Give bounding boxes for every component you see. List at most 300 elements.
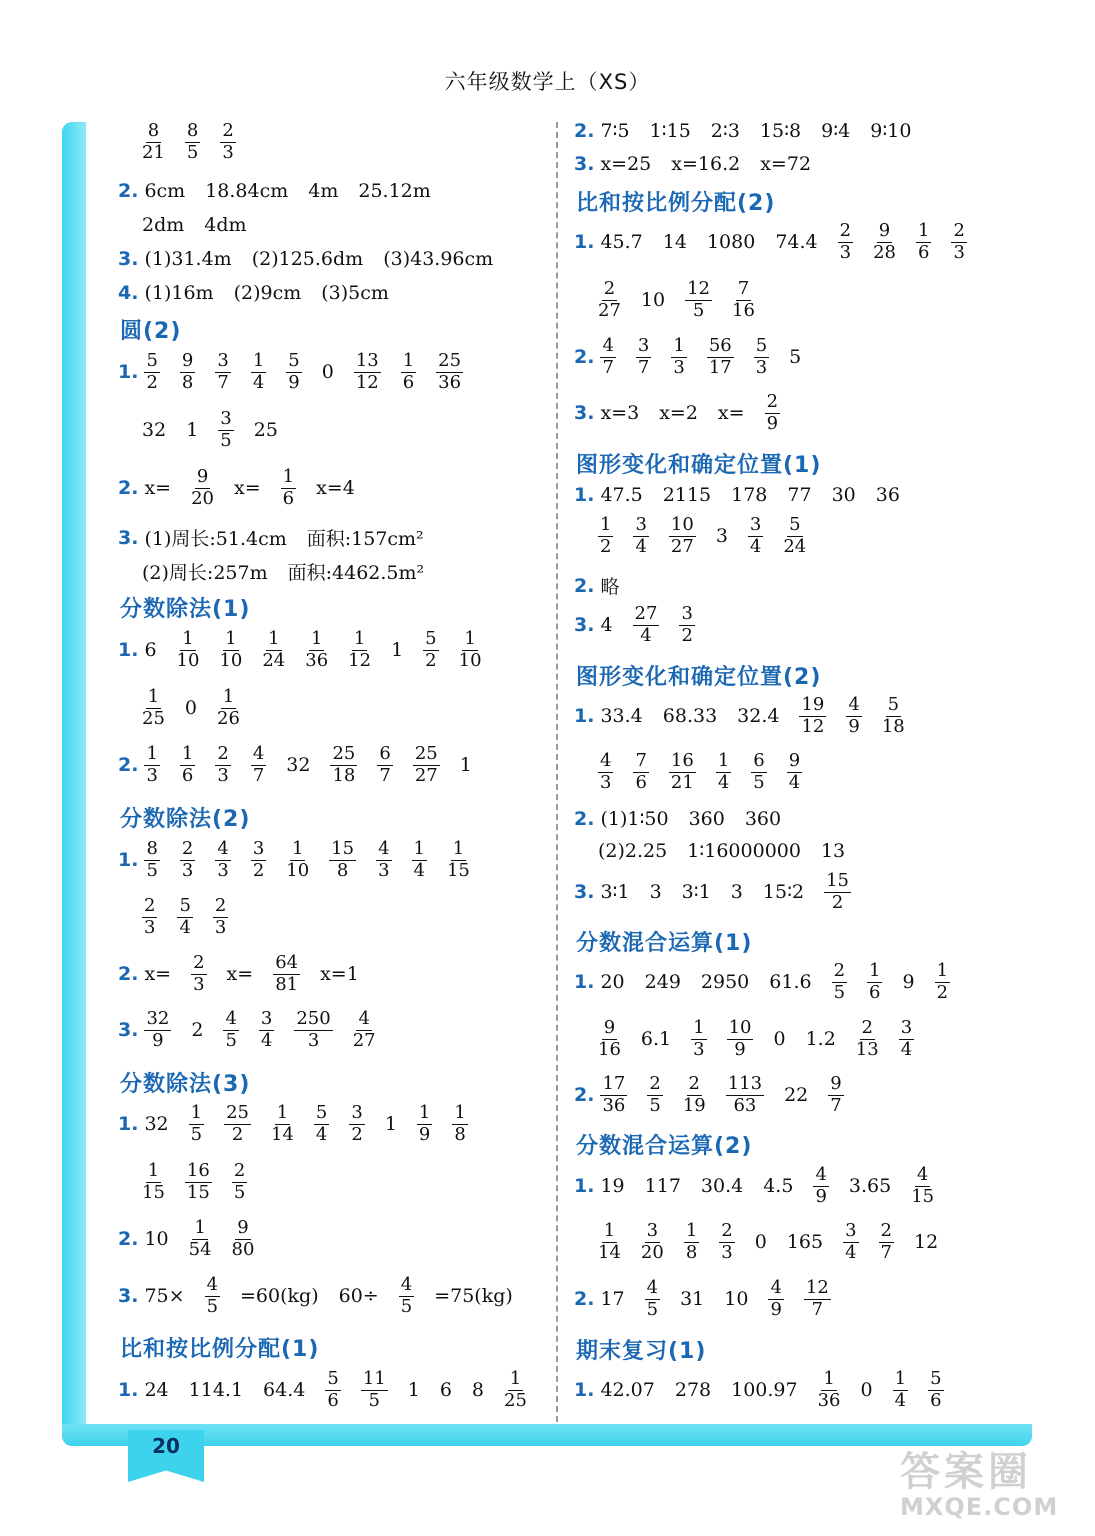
answer-value: 32 bbox=[142, 419, 167, 442]
answer-value: (1)周长:51.4cm bbox=[144, 528, 287, 550]
answer-value: 8 bbox=[471, 1379, 484, 1402]
answer-line bbox=[142, 410, 278, 451]
answer-line bbox=[118, 1370, 527, 1411]
fraction-denominator: 15 bbox=[446, 859, 470, 881]
fraction bbox=[838, 222, 853, 263]
fraction bbox=[142, 122, 165, 163]
fraction bbox=[671, 337, 686, 378]
fraction-denominator: 7 bbox=[252, 764, 265, 786]
answer-value: 0 bbox=[321, 361, 334, 384]
fraction bbox=[281, 468, 296, 509]
fraction bbox=[189, 1104, 204, 1145]
answer-value: x= bbox=[226, 963, 254, 986]
answer-value: 9∶4 bbox=[821, 120, 851, 142]
fraction-numerator: 13 bbox=[355, 350, 379, 371]
fraction-denominator: 9 bbox=[734, 1038, 746, 1060]
fraction-denominator: 2 bbox=[831, 891, 844, 913]
answer-value: 2 bbox=[191, 1019, 204, 1042]
fraction-denominator: 6 bbox=[282, 487, 295, 509]
answer-value: (1)31.4m bbox=[144, 248, 232, 270]
answer-value: x= bbox=[144, 963, 172, 986]
question-number: 2. bbox=[574, 808, 595, 830]
fraction bbox=[353, 1010, 376, 1051]
fraction-numerator: 1 bbox=[936, 960, 949, 981]
fraction-numerator: 6 bbox=[753, 750, 765, 771]
fraction bbox=[452, 1104, 467, 1145]
answer-value: 面积:157cm² bbox=[306, 528, 424, 550]
answer-value: 1∶15 bbox=[649, 120, 691, 142]
page-frame-left-bar bbox=[62, 122, 86, 1442]
answer-line bbox=[118, 282, 389, 304]
answer-value: 4dm bbox=[204, 214, 247, 236]
fraction-numerator: 8 bbox=[147, 120, 160, 141]
fraction-denominator: 25 bbox=[504, 1389, 527, 1411]
fraction-denominator: 4 bbox=[788, 771, 801, 793]
question-number: 4. bbox=[118, 282, 139, 304]
fraction bbox=[305, 630, 328, 671]
answer-value: 74.4 bbox=[775, 231, 818, 254]
fraction-numerator: 4 bbox=[848, 694, 860, 715]
fraction-numerator: 5 bbox=[288, 350, 300, 371]
fraction bbox=[142, 1162, 165, 1203]
answer-value: 278 bbox=[674, 1379, 712, 1402]
fraction-numerator: 1 bbox=[190, 1102, 203, 1123]
fraction bbox=[213, 897, 228, 938]
fraction bbox=[220, 122, 235, 163]
fraction-numerator: 9 bbox=[788, 750, 801, 771]
fraction-denominator: 4 bbox=[260, 1029, 273, 1051]
section-heading: 图形变化和确定位置(1) bbox=[576, 453, 822, 478]
fraction-denominator: 7 bbox=[379, 764, 391, 786]
fraction-denominator: 20 bbox=[191, 487, 214, 509]
fraction-denominator: 3 bbox=[953, 241, 965, 263]
fraction bbox=[726, 1075, 764, 1116]
fraction-denominator: 2 bbox=[351, 1123, 363, 1145]
fraction-denominator: 4 bbox=[635, 535, 647, 557]
answer-value: x=3 bbox=[600, 402, 640, 425]
answer-line bbox=[118, 524, 424, 551]
fraction-numerator: 2 bbox=[603, 278, 616, 299]
fraction-denominator: 3 bbox=[755, 356, 768, 378]
section-heading: 分数混合运算(1) bbox=[576, 931, 753, 956]
answer-value: 19 bbox=[600, 1175, 625, 1198]
fraction-numerator: 32 bbox=[146, 1008, 170, 1029]
fraction bbox=[804, 1279, 831, 1320]
fraction-numerator: 7 bbox=[737, 278, 750, 299]
fraction-denominator: 6 bbox=[402, 371, 415, 393]
fraction-denominator: 10 bbox=[458, 649, 482, 671]
fraction bbox=[185, 122, 200, 163]
fraction-denominator: 6 bbox=[917, 241, 930, 263]
fraction bbox=[177, 897, 192, 938]
fraction-denominator: 2 bbox=[425, 649, 437, 671]
fraction-denominator: 15 bbox=[186, 1181, 210, 1203]
fraction-numerator: 3 bbox=[635, 514, 647, 535]
fraction-denominator: 2 bbox=[146, 371, 158, 393]
fraction-numerator: 8 bbox=[186, 120, 199, 141]
fraction-numerator: 1 bbox=[147, 686, 160, 707]
fraction-numerator: 25 bbox=[226, 1102, 249, 1123]
answer-value: 64.4 bbox=[263, 1379, 306, 1402]
page-title: 六年级数学上（XS） bbox=[444, 70, 651, 94]
fraction-numerator: 3 bbox=[220, 408, 232, 429]
fraction bbox=[828, 1075, 843, 1116]
answer-value: 15∶8 bbox=[759, 120, 802, 142]
fraction-numerator: 1 bbox=[222, 686, 235, 707]
fraction-denominator: 36 bbox=[817, 1389, 841, 1411]
fraction bbox=[215, 745, 230, 786]
fraction-denominator: 9 bbox=[848, 715, 860, 737]
fraction bbox=[879, 1222, 894, 1263]
fraction bbox=[600, 1075, 627, 1116]
fraction-numerator: 3 bbox=[646, 1220, 659, 1241]
fraction-denominator: 4 bbox=[894, 1389, 907, 1411]
fraction-numerator: 9 bbox=[196, 466, 209, 487]
question-number: 2. bbox=[574, 120, 595, 142]
fraction bbox=[645, 1279, 660, 1320]
fraction bbox=[262, 630, 285, 671]
fraction-denominator: 25 bbox=[142, 707, 165, 729]
fraction-denominator: 36 bbox=[438, 371, 462, 393]
fraction bbox=[251, 840, 266, 881]
fraction-denominator: 4 bbox=[413, 859, 425, 881]
fraction-denominator: 3 bbox=[217, 764, 229, 786]
fraction bbox=[286, 352, 301, 393]
question-number: 1. bbox=[118, 1379, 139, 1402]
fraction-numerator: 17 bbox=[602, 1073, 626, 1094]
fraction-denominator: 5 bbox=[206, 1295, 219, 1317]
fraction-denominator: 27 bbox=[414, 764, 438, 786]
fraction-denominator: 5 bbox=[833, 981, 846, 1003]
answer-value: 10 bbox=[144, 1228, 169, 1251]
fraction-denominator: 2 bbox=[936, 981, 949, 1003]
answer-value: 32.4 bbox=[737, 705, 780, 728]
answer-value: 0 bbox=[184, 697, 197, 720]
question-number: 3. bbox=[118, 526, 139, 549]
fraction-numerator: 7 bbox=[635, 750, 647, 771]
answer-line bbox=[574, 962, 950, 1003]
fraction-numerator: 9 bbox=[830, 1073, 842, 1094]
answer-value: =75(kg) bbox=[434, 1285, 513, 1308]
answer-value: 略 bbox=[600, 576, 620, 598]
fraction bbox=[217, 688, 240, 729]
fraction-numerator: 9 bbox=[181, 350, 194, 371]
question-number: 2. bbox=[118, 180, 139, 202]
answer-line bbox=[142, 897, 228, 938]
fraction bbox=[768, 1279, 783, 1320]
answer-line bbox=[574, 1166, 934, 1207]
fraction-denominator: 18 bbox=[332, 764, 356, 786]
answer-value: 1.2 bbox=[805, 1028, 836, 1051]
fraction bbox=[787, 752, 802, 793]
fraction-numerator: 10 bbox=[728, 1017, 752, 1038]
answer-line bbox=[574, 808, 781, 830]
fraction-numerator: 4 bbox=[602, 335, 614, 356]
answer-value: x=16.2 bbox=[671, 153, 741, 175]
answer-value: 14 bbox=[662, 231, 687, 254]
fraction-denominator: 16 bbox=[732, 299, 755, 321]
fraction bbox=[144, 352, 159, 393]
answer-value: 17 bbox=[600, 1288, 625, 1311]
fraction bbox=[417, 1104, 432, 1145]
fraction bbox=[669, 752, 696, 793]
answer-line bbox=[118, 954, 359, 995]
fraction-numerator: 5 bbox=[789, 514, 801, 535]
answer-line bbox=[598, 1222, 938, 1263]
fraction-numerator: 25 bbox=[438, 350, 462, 371]
fraction bbox=[636, 337, 651, 378]
answer-line bbox=[574, 572, 619, 599]
answer-value: 32 bbox=[286, 754, 311, 777]
fraction-denominator: 8 bbox=[454, 1123, 466, 1145]
fraction-numerator: 3 bbox=[637, 335, 650, 356]
fraction bbox=[185, 1162, 212, 1203]
answer-value: 面积:4462.5m² bbox=[287, 562, 425, 584]
fraction bbox=[633, 516, 648, 557]
fraction bbox=[683, 1075, 706, 1116]
fraction-numerator: 1 bbox=[310, 628, 323, 649]
fraction-denominator: 3 bbox=[146, 764, 158, 786]
fraction-numerator: 9 bbox=[878, 220, 891, 241]
fraction-denominator: 28 bbox=[873, 241, 896, 263]
fraction bbox=[928, 1370, 943, 1411]
fraction-denominator: 27 bbox=[670, 535, 694, 557]
answer-value: x=72 bbox=[760, 153, 812, 175]
fraction bbox=[144, 745, 159, 786]
question-number: 2. bbox=[574, 1288, 595, 1311]
question-number: 1. bbox=[574, 1175, 595, 1198]
fraction bbox=[732, 280, 755, 321]
section-heading: 图形变化和确定位置(2) bbox=[576, 665, 822, 690]
answer-value: x= bbox=[717, 402, 745, 425]
question-number: 3. bbox=[574, 614, 595, 637]
fraction-numerator: 2 bbox=[839, 220, 852, 241]
fraction-denominator: 17 bbox=[708, 356, 732, 378]
fraction bbox=[832, 962, 847, 1003]
fraction bbox=[824, 872, 851, 913]
fraction-denominator: 3 bbox=[214, 916, 227, 938]
fraction bbox=[329, 840, 356, 881]
fraction-denominator: 27 bbox=[598, 299, 621, 321]
answer-value: 360 bbox=[688, 808, 725, 830]
fraction-numerator: 4 bbox=[916, 1164, 929, 1185]
fraction-denominator: 21 bbox=[142, 141, 165, 163]
fraction bbox=[856, 1019, 879, 1060]
fraction bbox=[177, 630, 200, 671]
fraction bbox=[273, 954, 300, 995]
answer-line bbox=[598, 840, 845, 862]
fraction-denominator: 3 bbox=[693, 1038, 705, 1060]
fraction-numerator: 2 bbox=[217, 743, 229, 764]
question-number: 3. bbox=[574, 153, 595, 175]
fraction-numerator: 1 bbox=[717, 750, 730, 771]
fraction-denominator: 7 bbox=[811, 1298, 824, 1320]
answer-line bbox=[574, 872, 851, 913]
fraction-numerator: 2 bbox=[222, 120, 234, 141]
fraction-numerator: 2 bbox=[144, 895, 156, 916]
watermark bbox=[900, 1440, 1090, 1530]
fraction bbox=[873, 222, 896, 263]
fraction bbox=[447, 840, 470, 881]
fraction-denominator: 5 bbox=[220, 429, 232, 451]
section-heading: 分数混合运算(2) bbox=[576, 1134, 753, 1159]
fraction-denominator: 4 bbox=[900, 1038, 913, 1060]
fraction-numerator: 3 bbox=[681, 603, 693, 624]
fraction bbox=[893, 1370, 908, 1411]
answer-value: x=25 bbox=[600, 153, 652, 175]
answer-line bbox=[142, 122, 236, 163]
fraction-denominator: 80 bbox=[231, 1238, 255, 1260]
answer-value: 117 bbox=[644, 1175, 681, 1198]
fraction bbox=[899, 1019, 914, 1060]
fraction bbox=[314, 1104, 329, 1145]
fraction-denominator: 5 bbox=[225, 1029, 237, 1051]
answer-value: 31 bbox=[680, 1288, 705, 1311]
fraction-numerator: 4 bbox=[225, 1008, 237, 1029]
answer-value: 2∶3 bbox=[710, 120, 740, 142]
answer-value: 249 bbox=[644, 971, 681, 994]
question-number: 1. bbox=[574, 1379, 595, 1402]
section-heading: 比和按比例分配(2) bbox=[576, 191, 776, 216]
fraction-numerator: 1 bbox=[182, 628, 194, 649]
fraction-denominator: 54 bbox=[188, 1238, 212, 1260]
fraction bbox=[223, 1010, 238, 1051]
fraction bbox=[598, 516, 613, 557]
fraction-denominator: 5 bbox=[400, 1295, 413, 1317]
fraction bbox=[219, 630, 242, 671]
fraction-denominator: 6 bbox=[181, 764, 194, 786]
answer-line bbox=[574, 484, 900, 506]
answer-value: 2115 bbox=[662, 484, 712, 506]
answer-line bbox=[142, 688, 240, 729]
fraction bbox=[641, 1222, 664, 1263]
fraction-numerator: 4 bbox=[206, 1274, 219, 1295]
fraction-numerator: 3 bbox=[845, 1220, 857, 1241]
fraction-numerator: 3 bbox=[252, 838, 265, 859]
fraction bbox=[719, 1222, 734, 1263]
answer-value: 77 bbox=[787, 484, 812, 506]
answer-value: 4.5 bbox=[763, 1175, 794, 1198]
fraction-denominator: 5 bbox=[186, 141, 199, 163]
answer-value: 24 bbox=[144, 1379, 169, 1402]
fraction-numerator: 1 bbox=[268, 628, 280, 649]
fraction-numerator: 2 bbox=[688, 1073, 700, 1094]
fraction-denominator: 3 bbox=[307, 1029, 320, 1051]
answer-value: 36 bbox=[875, 484, 900, 506]
fraction-denominator: 4 bbox=[315, 1123, 328, 1145]
fraction-denominator: 6 bbox=[930, 1389, 942, 1411]
answer-value: 6 bbox=[439, 1379, 452, 1402]
fraction-denominator: 5 bbox=[692, 299, 705, 321]
fraction-denominator: 5 bbox=[646, 1298, 659, 1320]
fraction-denominator: 9 bbox=[288, 371, 300, 393]
answer-value: 7∶5 bbox=[600, 120, 630, 142]
fraction bbox=[376, 840, 391, 881]
fraction-denominator: 2 bbox=[600, 535, 612, 557]
fraction-numerator: 1 bbox=[603, 1220, 616, 1241]
fraction-denominator: 9 bbox=[766, 412, 779, 434]
fraction bbox=[882, 696, 905, 737]
fraction-numerator: 5 bbox=[315, 1102, 328, 1123]
fraction-denominator: 3 bbox=[378, 859, 390, 881]
answer-line bbox=[598, 516, 806, 557]
fraction bbox=[413, 745, 440, 786]
fraction-numerator: 1 bbox=[276, 1102, 289, 1123]
fraction bbox=[598, 752, 613, 793]
fraction bbox=[144, 1010, 171, 1051]
question-number: 2. bbox=[118, 963, 139, 986]
fraction-numerator: 250 bbox=[296, 1008, 331, 1029]
fraction bbox=[232, 1219, 255, 1260]
fraction bbox=[215, 840, 230, 881]
answer-line bbox=[118, 468, 355, 509]
fraction-numerator: 1 bbox=[509, 1368, 522, 1389]
answer-value: 2dm bbox=[142, 214, 185, 236]
fraction-denominator: 7 bbox=[602, 356, 614, 378]
answer-value: x= bbox=[234, 477, 261, 500]
fraction-denominator: 6 bbox=[869, 981, 881, 1003]
fraction-numerator: 1 bbox=[291, 838, 304, 859]
fraction-denominator: 13 bbox=[855, 1038, 879, 1060]
fraction bbox=[251, 745, 266, 786]
fraction-numerator: 2 bbox=[214, 895, 227, 916]
question-number: 1. bbox=[574, 484, 595, 506]
fraction bbox=[205, 1276, 220, 1317]
fraction-denominator: 6 bbox=[635, 771, 647, 793]
answer-line bbox=[574, 393, 780, 434]
fraction-numerator: 1 bbox=[353, 628, 366, 649]
fraction bbox=[377, 745, 392, 786]
fraction-denominator: 3 bbox=[839, 241, 852, 263]
answer-value: (3)5cm bbox=[321, 282, 389, 304]
answer-line bbox=[598, 280, 755, 321]
fraction-numerator: 2 bbox=[649, 1073, 661, 1094]
fraction bbox=[349, 1104, 364, 1145]
answer-value: 10 bbox=[640, 289, 666, 312]
fraction-numerator: 1 bbox=[181, 743, 194, 764]
fraction bbox=[294, 1010, 332, 1051]
fraction-numerator: 4 bbox=[770, 1277, 782, 1298]
fraction-denominator: 36 bbox=[602, 1094, 626, 1116]
answer-line bbox=[118, 248, 493, 270]
answer-value: 1 bbox=[186, 419, 199, 442]
fraction bbox=[348, 630, 371, 671]
column-divider bbox=[556, 122, 558, 1422]
answer-value: 18.84cm bbox=[205, 180, 289, 202]
fraction-numerator: 16 bbox=[186, 1160, 210, 1181]
answer-value: 3∶1 bbox=[681, 881, 711, 904]
fraction-numerator: 15 bbox=[331, 838, 355, 859]
fraction-numerator: 5 bbox=[930, 1368, 942, 1389]
fraction bbox=[215, 352, 230, 393]
fraction bbox=[286, 840, 309, 881]
fraction-numerator: 1 bbox=[693, 1017, 705, 1038]
question-number: 3. bbox=[574, 881, 595, 904]
answer-line bbox=[574, 1075, 844, 1116]
fraction-numerator: 1 bbox=[282, 466, 295, 487]
question-number: 2. bbox=[118, 1228, 139, 1251]
fraction-numerator: 6 bbox=[379, 743, 391, 764]
answer-line bbox=[574, 337, 801, 378]
answer-value: 4m bbox=[308, 180, 339, 202]
fraction bbox=[685, 280, 712, 321]
answer-value: 2950 bbox=[700, 971, 750, 994]
section-heading: 分数除法(1) bbox=[120, 597, 251, 622]
fraction-numerator: 5 bbox=[425, 628, 437, 649]
question-number: 2. bbox=[118, 477, 139, 500]
fraction-denominator: 3 bbox=[600, 771, 612, 793]
fraction-denominator: 4 bbox=[252, 371, 265, 393]
